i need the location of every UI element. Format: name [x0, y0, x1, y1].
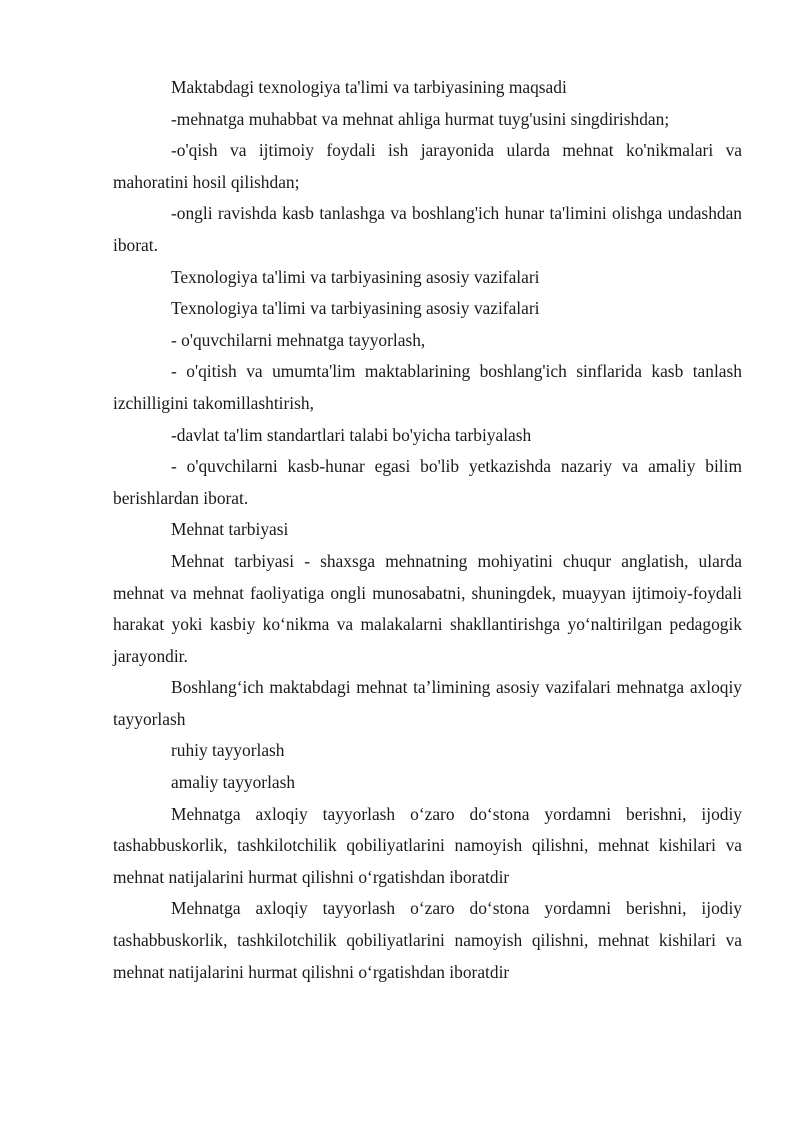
paragraph-goal-item-2: -o'qish va ijtimoiy foydali ish jarayonida ularda mehnat ko'nikmalari va mahoratini hosil qilishdan; — [113, 140, 742, 192]
paragraph-practical-preparation: amaliy tayyorlash — [171, 772, 296, 793]
paragraph-task-item-1: - o'quvchilarni mehnatga tayyorlash, — [171, 329, 426, 350]
paragraph-moral-preparation-repeat: Mehnatga axloqiy tayyorlash oʻzaro doʻstona yordamni berishni, ijodiy tashabbuskorlik, tashkilotchilik qobiliyatlarini namoyish qilishni, mehnat kishilari va mehnat natijalarini hurmat qilishni oʻrgatishdan iboratdir — [113, 898, 742, 982]
paragraph-task-item-4: - o'quvchilarni kasb-hunar egasi bo'lib yetkazishda nazariy va amaliy bilim berishlardan iborat. — [113, 456, 742, 508]
paragraph-primary-school-tasks: Boshlangʻich maktabdagi mehnat taʼlimining asosiy vazifalari mehnatga axloqiy tayyorlash — [113, 677, 742, 729]
paragraph-tasks-heading-repeat: Texnologiya ta'limi va tarbiyasining asosiy vazifalari — [171, 298, 540, 319]
paragraph-task-item-2: - o'qitish va umumta'lim maktablarining boshlang'ich sinflarida kasb tanlash izchilligini takomillashtirish, — [113, 361, 742, 413]
paragraph-labor-education-heading: Mehnat tarbiyasi — [171, 519, 289, 540]
paragraph-psychological-preparation: ruhiy tayyorlash — [171, 740, 285, 761]
paragraph-labor-education-definition: Mehnat tarbiyasi - shaxsga mehnatning mohiyatini chuqur anglatish, ularda mehnat va mehnat faoliyatiga ongli munosabatni, shuningdek, muayyan ijtimoiy-foydali harakat yoki kasbiy koʻnikma va malakalarni shakllantirishga yoʻnaltirilgan pedagogik jarayondir. — [113, 550, 742, 666]
paragraph-tasks-heading: Texnologiya ta'limi va tarbiyasining asosiy vazifalari — [171, 266, 540, 287]
paragraph-goal-item-3: -ongli ravishda kasb tanlashga va boshlang'ich hunar ta'limini olishga undashdan iborat. — [113, 203, 742, 255]
document-body — [113, 72, 742, 988]
paragraph-goal-heading: Maktabdagi texnologiya ta'limi va tarbiyasining maqsadi — [171, 77, 567, 97]
paragraph-goal-item-1: -mehnatga muhabbat va mehnat ahliga hurmat tuyg'usini singdirishdan; — [171, 108, 670, 129]
paragraph-moral-preparation: Mehnatga axloqiy tayyorlash oʻzaro doʻstona yordamni berishni, ijodiy tashabbuskorlik, tashkilotchilik qobiliyatlarini namoyish qilishni, mehnat kishilari va mehnat natijalarini hurmat qilishni oʻrgatishdan iboratdir — [113, 803, 742, 887]
paragraph-task-item-3: -davlat ta'lim standartlari talabi bo'yicha tarbiyalash — [171, 424, 532, 445]
